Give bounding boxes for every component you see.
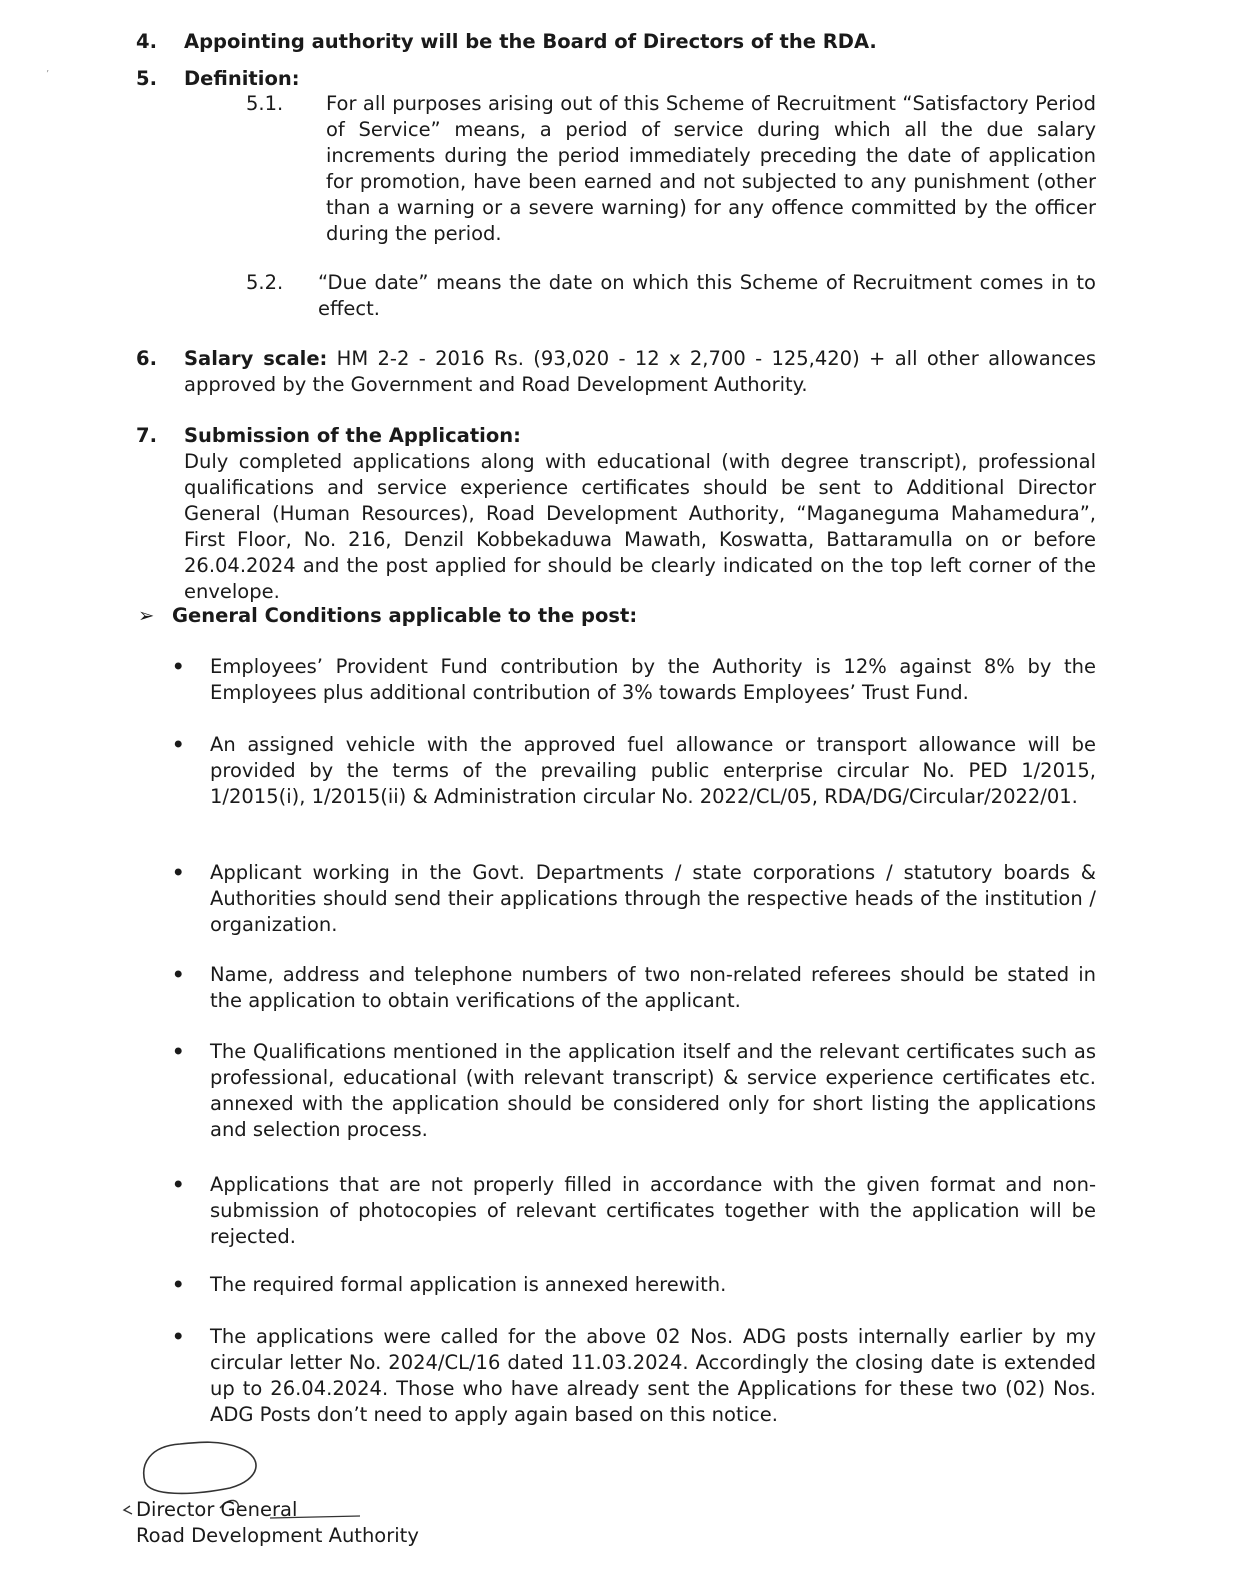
- sub-number: 5.1.: [246, 92, 284, 115]
- condition-text: Applications that are not properly filled in accordance with the given format and non-submission of photocopies of relevant certificates together with the application will be rejected.: [210, 1173, 1096, 1248]
- condition-bullet: [172, 732, 1096, 810]
- clause-text: Appointing authority will be the Board of Directors of the RDA.: [184, 30, 877, 53]
- condition-text: Name, address and telephone numbers of two non-related referees should be stated in the application to obtain verifications of the applicant.: [210, 963, 1096, 1012]
- condition-bullet: [172, 1272, 1096, 1298]
- clause-6: [136, 346, 1096, 398]
- condition-bullet: [172, 1039, 1096, 1143]
- condition-text: The Qualifications mentioned in the application itself and the relevant certificates such as professional, educational (with relevant transcript) & service experience certificates etc. annexed with the application should be considered only for short listing the applications and selection process.: [210, 1040, 1096, 1141]
- bullet-icon: •: [172, 1273, 185, 1296]
- bullet-icon: •: [172, 655, 185, 678]
- bullet-icon: •: [172, 963, 185, 986]
- definition-5-2: [246, 270, 1096, 322]
- signature-block: [136, 1497, 419, 1549]
- clause-5: [136, 66, 1096, 92]
- condition-bullet: [172, 654, 1096, 706]
- signatory-org: Road Development Authority: [136, 1524, 419, 1547]
- condition-text: The required formal application is annexed herewith.: [210, 1273, 727, 1296]
- arrow-bullet-icon: ➢: [138, 604, 155, 627]
- condition-bullet: [172, 1324, 1096, 1428]
- clause-number: 7.: [136, 424, 157, 447]
- condition-text: Applicant working in the Govt. Departments / state corporations / statutory boards & Authorities should send their applications through the respective heads of the institution / organization.: [210, 861, 1096, 936]
- salary-text: HM 2-2 - 2016 Rs. (93,020 - 12 x 2,700 - 125,420) + all other allowances approved by the Government and Road Development Authority.: [184, 347, 1096, 396]
- sub-text: “Due date” means the date on which this Scheme of Recruitment comes in to effect.: [318, 271, 1096, 320]
- clause-text: [184, 346, 1096, 398]
- signatory-title: Director General: [136, 1498, 298, 1521]
- clause-4: [136, 29, 1096, 55]
- bullet-icon: •: [172, 733, 185, 756]
- condition-text: The applications were called for the above 02 Nos. ADG posts internally earlier by my circular letter No. 2024/CL/16 dated 11.03.2024. Accordingly the closing date is extended up to 26.04.2024. Those who have already sent the Applications for these two (02) Nos. ADG Posts don’t need to apply again based on this notice.: [210, 1325, 1096, 1426]
- bullet-icon: •: [172, 1325, 185, 1348]
- bullet-icon: •: [172, 1173, 185, 1196]
- clause-number: 5.: [136, 67, 157, 90]
- sub-text: For all purposes arising out of this Scheme of Recruitment “Satisfactory Period of Service” means, a period of service during which all the due salary increments during the period immediately preceding the date of application for promotion, have been earned and not subjected to any punishment (other than a warning or a severe warning) for any offence committed by the officer during the period.: [326, 92, 1096, 245]
- condition-bullet: [172, 1172, 1096, 1250]
- heading-text: General Conditions applicable to the post:: [172, 604, 638, 627]
- bullet-icon: •: [172, 1040, 185, 1063]
- general-conditions-heading: [138, 603, 1078, 629]
- bullet-icon: •: [172, 861, 185, 884]
- condition-bullet: [172, 962, 1096, 1014]
- clause-title: Definition:: [184, 67, 300, 90]
- salary-label: Salary scale:: [184, 347, 328, 370]
- sub-number: 5.2.: [246, 271, 284, 294]
- scan-mark: ’: [46, 69, 50, 80]
- condition-text: Employees’ Provident Fund contribution by the Authority is 12% against 8% by the Employees plus additional contribution of 3% towards Employees’ Trust Fund.: [210, 655, 1096, 704]
- clause-title: Submission of the Application:: [184, 424, 521, 447]
- clause-7: [136, 423, 1096, 605]
- condition-bullet: [172, 860, 1096, 938]
- clause-body: [184, 423, 1096, 605]
- clause-number: 6.: [136, 347, 157, 370]
- clause-number: 4.: [136, 30, 157, 53]
- clause-text: Duly completed applications along with educational (with degree transcript), professional qualifications and service experience certificates should be sent to Additional Director General (Human Resources), Road Development Authority, “Maganeguma Mahamedura”, First Floor, No. 216, Denzil Kobbekaduwa Mawath, Koswatta, Battaramulla on or before 26.04.2024 and the post applied for should be clearly indicated on the top left corner of the envelope.: [184, 450, 1096, 603]
- condition-text: An assigned vehicle with the approved fuel allowance or transport allowance will be provided by the terms of the prevailing public enterprise circular No. PED 1/2015, 1/2015(i), 1/2015(ii) & Administration circular No. 2022/CL/05, RDA/DG/Circular/2022/01.: [210, 733, 1096, 808]
- definition-5-1: [246, 91, 1096, 247]
